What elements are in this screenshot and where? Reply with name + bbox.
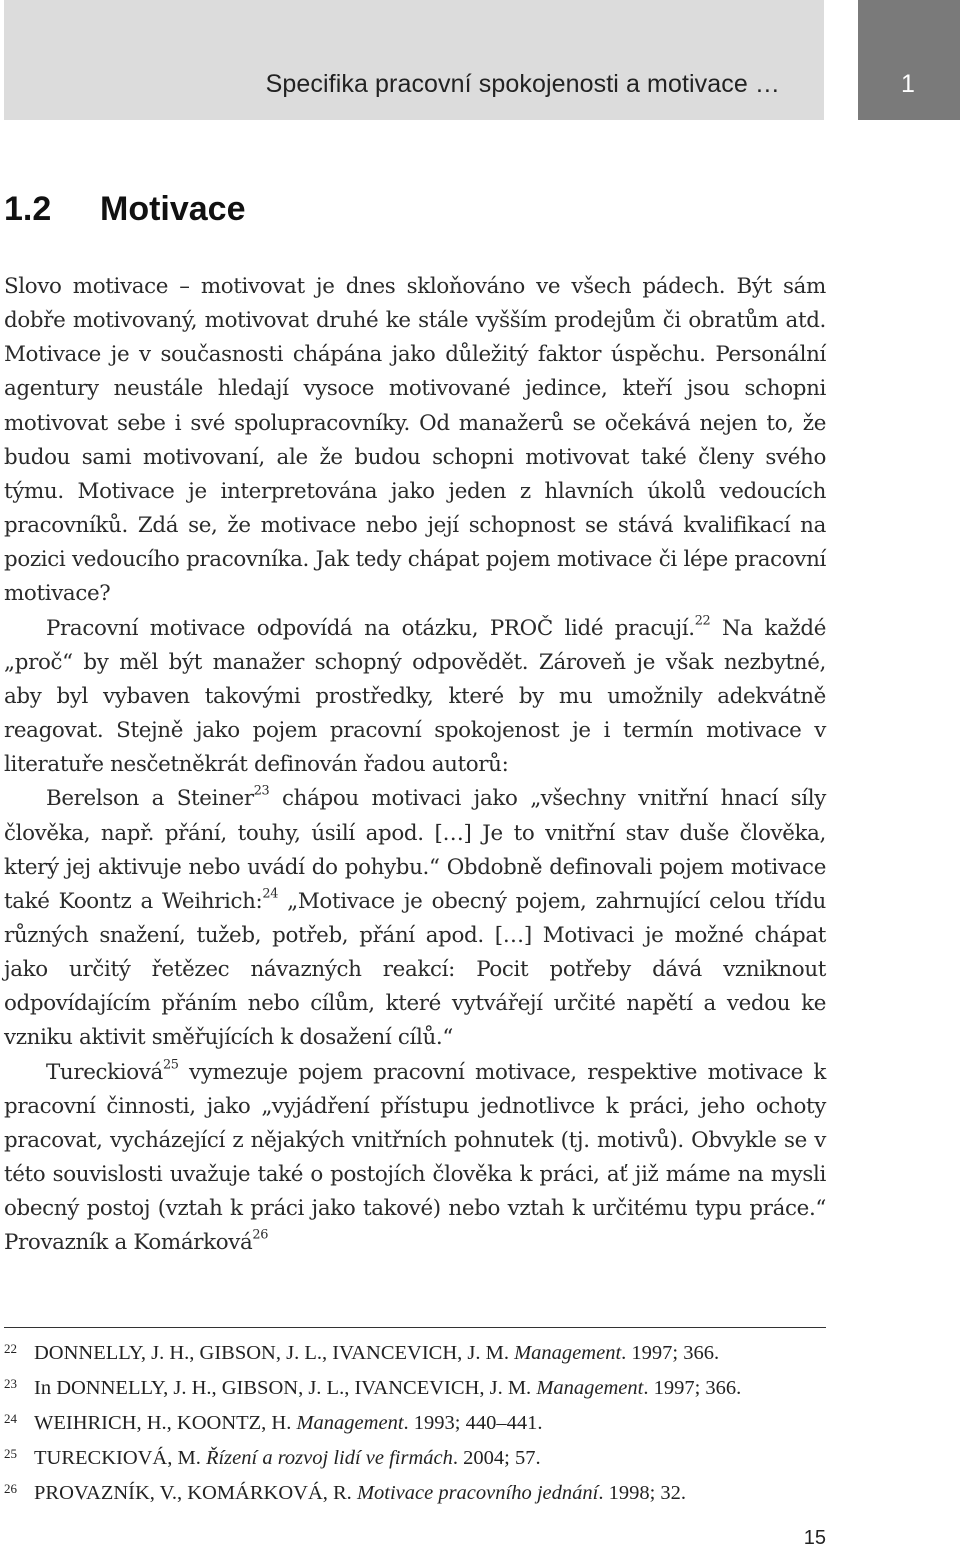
paragraph	[4, 782, 826, 1055]
text-run: . 1997; 366.	[621, 1342, 720, 1364]
text-run: WEIHRICH, H., KOONTZ, H.	[34, 1412, 297, 1434]
italic-title: Management	[296, 1412, 404, 1434]
footnote-ref: 26	[252, 1228, 269, 1244]
footnotes	[4, 1336, 834, 1511]
footnote-number: 25	[4, 1446, 17, 1461]
footnote	[4, 1476, 834, 1511]
paragraph	[4, 1056, 826, 1261]
running-header	[4, 0, 824, 120]
text-run: Slovo motivace – motivovat je dnes skloňováno ve všech pádech. Být sám dobře motivovaný, motivovat druhé ke stále vyšším prodejům či obratům atd. Motivace je v současnosti chápána jako důležitý faktor úspěchu. Personální agentury neustále hledají vysoce motivované jedince, kteří jsou schopni motivovat sebe i své spolupracovníky. Od manažerů se očekává nejen to, že budou sami motivovaní, ale že budou schopni motivovat také členy svého týmu. Motivace je interpretována jako jeden z hlavních úkolů vedoucích pracovníků. Zdá se, že motivace nebo její schopnost se stává kvalifikací na pozici vedoucího pracovníka. Jak tedy chápat pojem motivace či lépe pracovní motivace?	[4, 274, 826, 607]
footnote-number: 24	[4, 1411, 17, 1426]
footnote-text	[34, 1447, 541, 1469]
footnote	[4, 1441, 834, 1476]
section-number: 1.2	[4, 190, 52, 228]
text-run: DONNELLY, J. H., GIBSON, J. L., IVANCEVICH, J. M.	[34, 1342, 515, 1364]
body-text	[4, 270, 826, 1261]
paragraph	[4, 612, 826, 783]
footnote-ref: 23	[253, 784, 270, 800]
text-run: In DONNELLY, J. H., GIBSON, J. L., IVANCEVICH, J. M.	[34, 1377, 537, 1399]
footnote-ref: 22	[694, 613, 711, 629]
italic-title: Motivace pracovního jednání	[356, 1482, 599, 1504]
footnote-text	[34, 1377, 741, 1399]
paragraph	[4, 270, 826, 612]
footnote-number: 22	[4, 1341, 17, 1356]
footnote	[4, 1336, 834, 1371]
italic-title: Management	[514, 1342, 622, 1364]
section-heading	[4, 190, 246, 229]
chapter-tab	[858, 0, 960, 120]
footnote-ref: 25	[162, 1057, 179, 1073]
text-run: PROVAZNÍK, V., KOMÁRKOVÁ, R.	[34, 1482, 357, 1504]
running-header-title: Specifika pracovní spokojenosti a motivace …	[265, 70, 780, 98]
footnote	[4, 1406, 834, 1441]
text-run: TURECKIOVÁ, M.	[34, 1447, 206, 1469]
italic-title: Management	[536, 1377, 644, 1399]
text-run: vymezuje pojem pracovní motivace, respektive motivace k pracovní činnosti, jako „vyjádření přístupu jednotlivce k práci, jeho ochoty pracovat, vycházející z nějakých vnitřních pohnutek (tj. motivů). Obvykle se v této souvislosti uvažuje také o postojích člověka k práci, ať již máme na mysli obecný postoj (vztah k práci jako takové) nebo vztah k určitému typu práce.“ Provazník a Komárková	[4, 1059, 826, 1256]
text-run: Pracovní motivace odpovídá na otázku, PROČ lidé pracují.	[46, 615, 695, 641]
text-run: . 1997; 366.	[643, 1377, 742, 1399]
text-run: chápou motivaci jako „všechny vnitřní hnací síly člověka, např. přání, touhy, úsilí apod. […] Je to vnitřní stav duše člověka, který jej aktivuje nebo uvádí do pohybu.“ Obdobně definovali pojem motivace také Koontz a Weihrich:	[4, 786, 826, 914]
text-run: „Motivace je obecný pojem, zahrnující celou třídu různých snažení, tužeb, potřeb, přání apod. […] Motivaci je možné chápat jako určitý řetězec návazných reakcí: Pocit potřeby dává vzniknout odpovídajícím přáním nebo cílům, které vytvářejí určité napětí a vedou ke vzniku aktivit směřujících k dosažení cílů.“	[4, 888, 826, 1051]
text-run: . 1993; 440–441.	[403, 1412, 543, 1434]
page-number: 15	[803, 1527, 826, 1549]
text-run: . 2004; 57.	[452, 1447, 541, 1469]
text-run: . 1998; 32.	[598, 1482, 687, 1504]
italic-title: Řízení a rozvoj lidí ve firmách	[205, 1447, 453, 1469]
footnote-number: 23	[4, 1376, 17, 1391]
text-run: Berelson a Steiner	[46, 786, 254, 812]
text-run: Tureckiová	[46, 1059, 163, 1085]
footnote-number: 26	[4, 1481, 17, 1496]
footnote-divider	[4, 1327, 826, 1328]
footnote-text	[34, 1482, 686, 1504]
footnote	[4, 1371, 834, 1406]
text-run: Na každé „proč“ by měl být manažer schopný odpovědět. Zároveň je však nezbytné, aby byl vybaven takovými prostředky, které by mu umožnily adekvátně reagovat. Stejně jako pojem pracovní spokojenost je i termín motivace v literatuře nesčetněkrát definován řadou autorů:	[4, 615, 827, 778]
footnote-ref: 24	[262, 886, 279, 902]
footnote-text	[34, 1342, 719, 1364]
footnote-text	[34, 1412, 542, 1434]
section-title: Motivace	[100, 190, 246, 228]
chapter-number: 1	[901, 70, 915, 98]
